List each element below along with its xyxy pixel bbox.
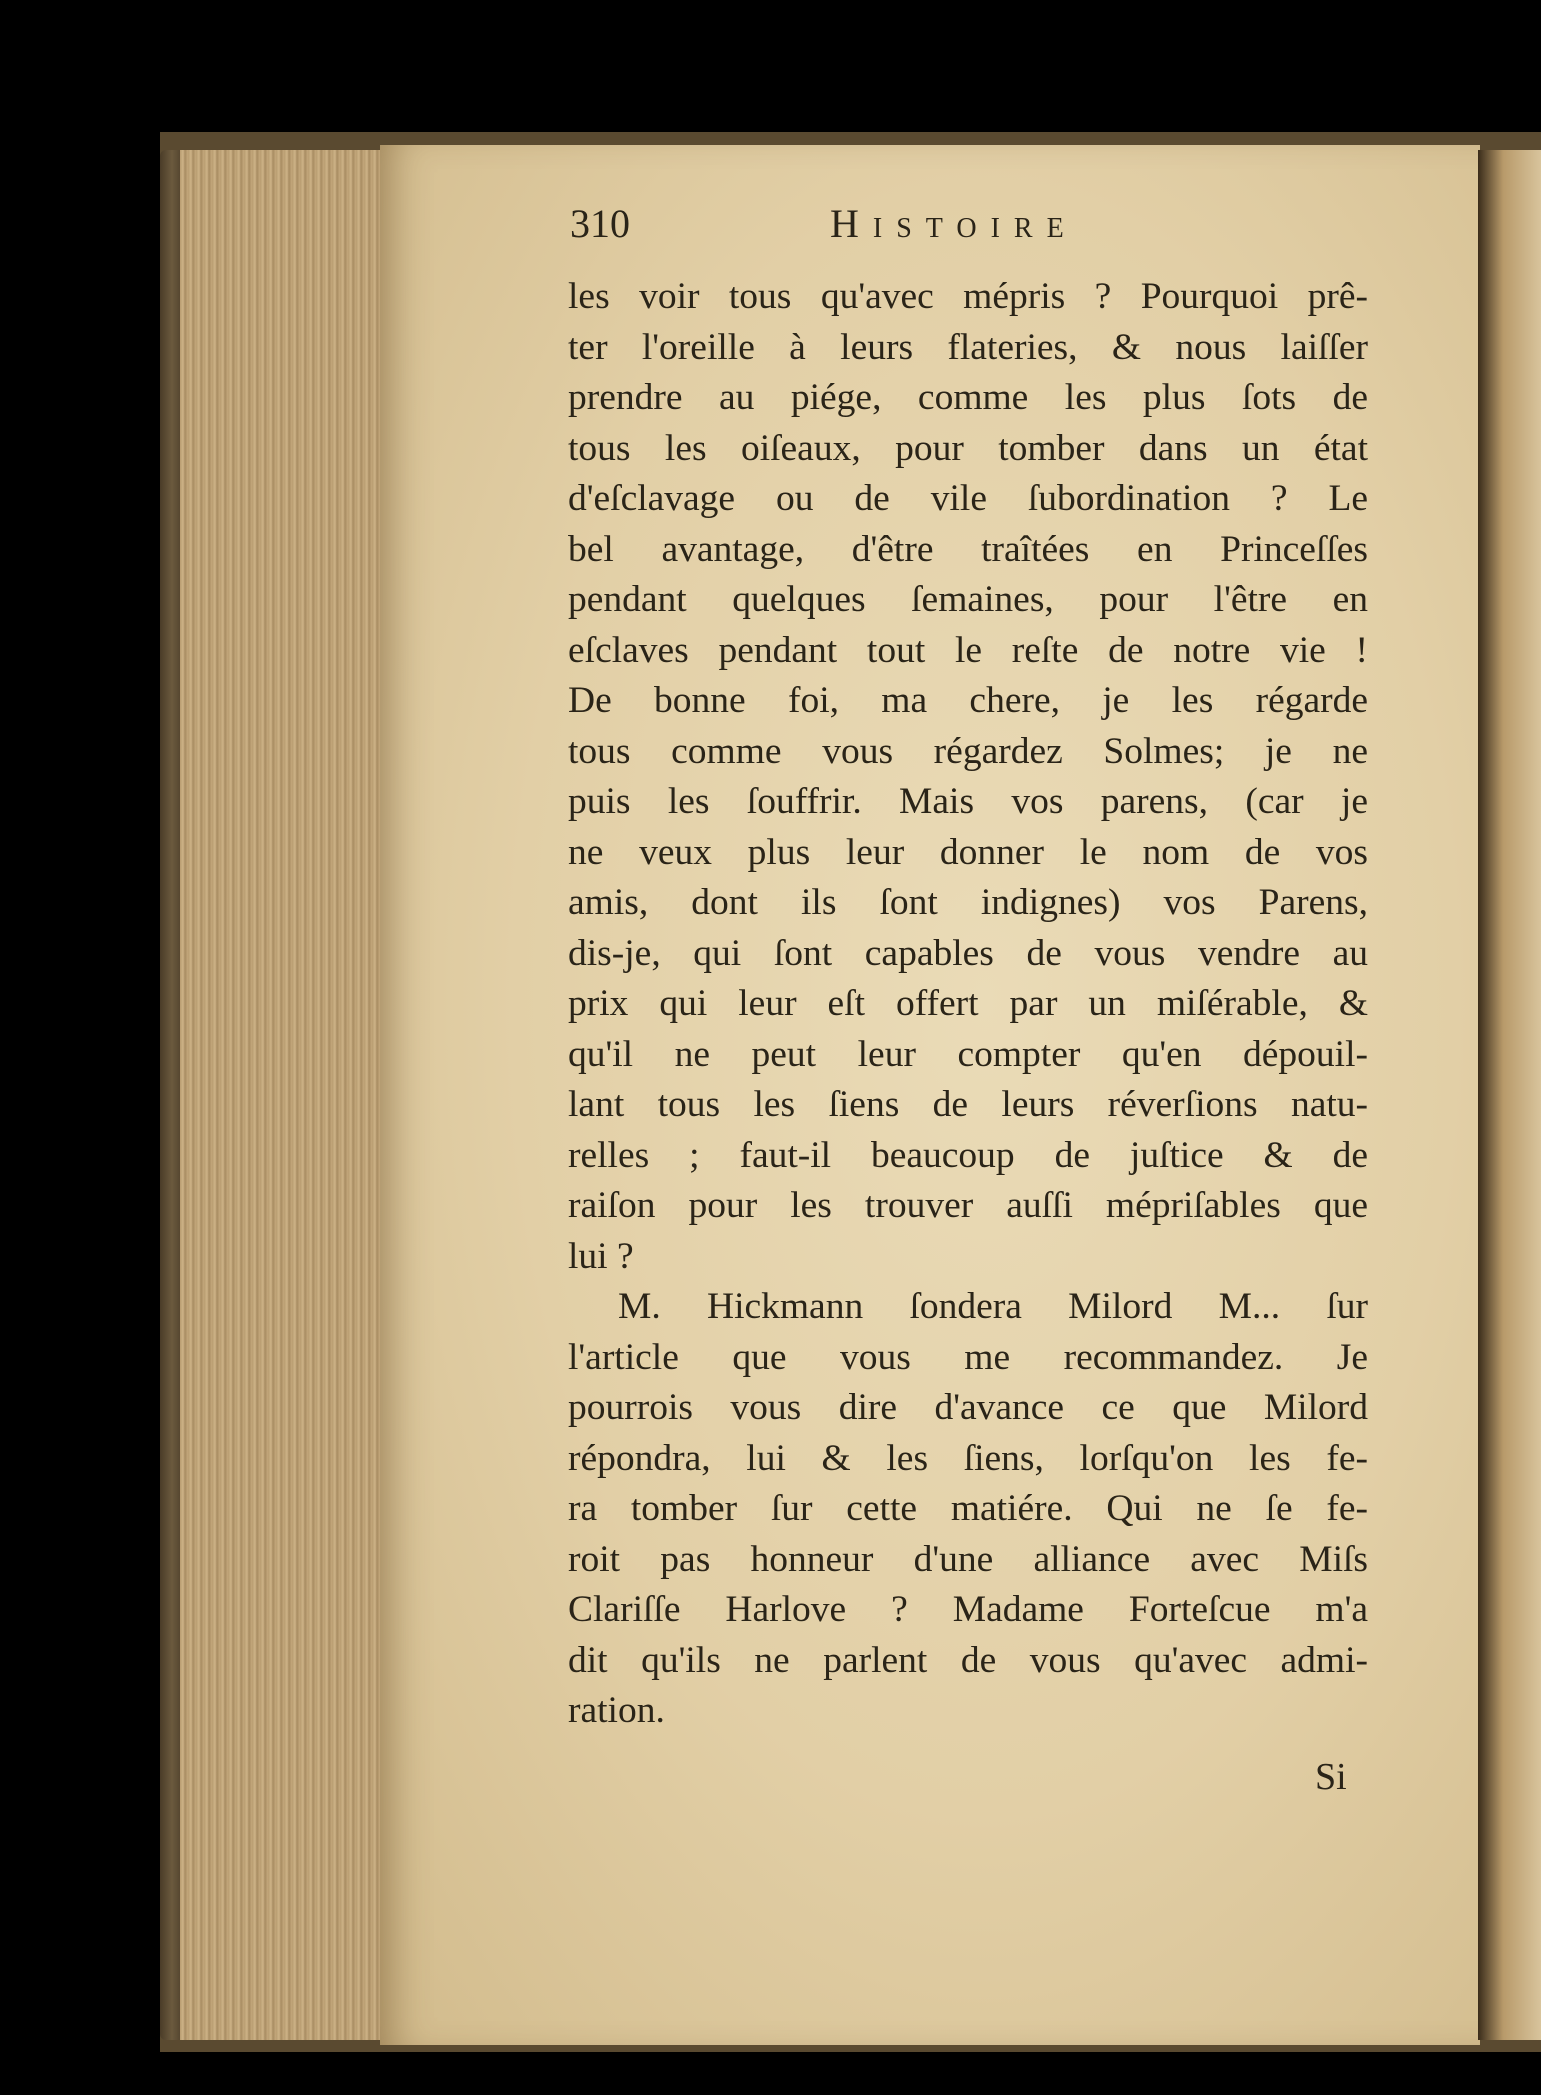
catchword: Si [1315, 1756, 1347, 1798]
page-number: 310 [570, 201, 630, 246]
text-line: pourrois vous dire d'avance ce que Milord [568, 1387, 1368, 1428]
text-line: M. Hickmann ſondera Milord M... ſur [618, 1286, 1368, 1327]
text-line: puis les ſouffrir. Mais vos parens, (car je [568, 781, 1368, 822]
text-line: l'article que vous me recommandez. Je [568, 1336, 1368, 1378]
text-line: les voir tous qu'avec mépris ? Pourquoi prê- [568, 276, 1368, 317]
text-line: Clariſſe Harlove ? Madame Forteſcue m'a [568, 1589, 1368, 1630]
text-line: raiſon pour les trouver auſſi mépriſables que [568, 1185, 1368, 1226]
text-line: dit qu'ils ne parlent de vous qu'avec admi- [568, 1639, 1368, 1681]
text-line: relles ; faut-il beaucoup de juſtice & de [568, 1134, 1368, 1176]
text-line: lui ? [568, 1235, 634, 1277]
text-line: tous comme vous régardez Solmes; je ne [568, 730, 1368, 772]
text-line: eſclaves pendant tout le reſte de notre vie ! [568, 629, 1368, 671]
text-line: ra tomber ſur cette matiére. Qui ne ſe fe- [568, 1488, 1368, 1529]
text-line: dis-je, qui ſont capables de vous vendre au [568, 932, 1368, 974]
running-title: Histoire [830, 201, 1078, 246]
text-line: lant tous les ſiens de leurs réverſions natu- [568, 1084, 1368, 1125]
text-line: répondra, lui & les ſiens, lorſqu'on les fe- [568, 1437, 1368, 1479]
text-line: bel avantage, d'être traîtées en Princeſſes [568, 528, 1368, 570]
text-line: amis, dont ils ſont indignes) vos Parens, [568, 882, 1368, 923]
facing-page-edge [1478, 150, 1541, 2040]
page-stack-edge [180, 150, 380, 2040]
text-line: pendant quelques ſemaines, pour l'être en [568, 579, 1368, 620]
text-line: roit pas honneur d'une alliance avec Miſs [568, 1538, 1368, 1580]
body-text [568, 272, 1368, 1737]
text-line: d'eſclavage ou de vile ſubordination ? Le [568, 478, 1368, 519]
page-header [570, 200, 1370, 260]
text-line: ration. [568, 1690, 665, 1731]
text-line: qu'il ne peut leur compter qu'en dépouil- [568, 1033, 1368, 1075]
text-line: De bonne foi, ma chere, je les régarde [568, 680, 1368, 721]
text-line: prix qui leur eſt offert par un miſérable, & [568, 983, 1368, 1024]
text-line: tous les oiſeaux, pour tomber dans un état [568, 427, 1368, 469]
text-line: prendre au piége, comme les plus ſots de [568, 377, 1368, 418]
text-line: ter l'oreille à leurs flateries, & nous laiſſer [568, 326, 1368, 368]
text-line: ne veux plus leur donner le nom de vos [568, 831, 1368, 873]
